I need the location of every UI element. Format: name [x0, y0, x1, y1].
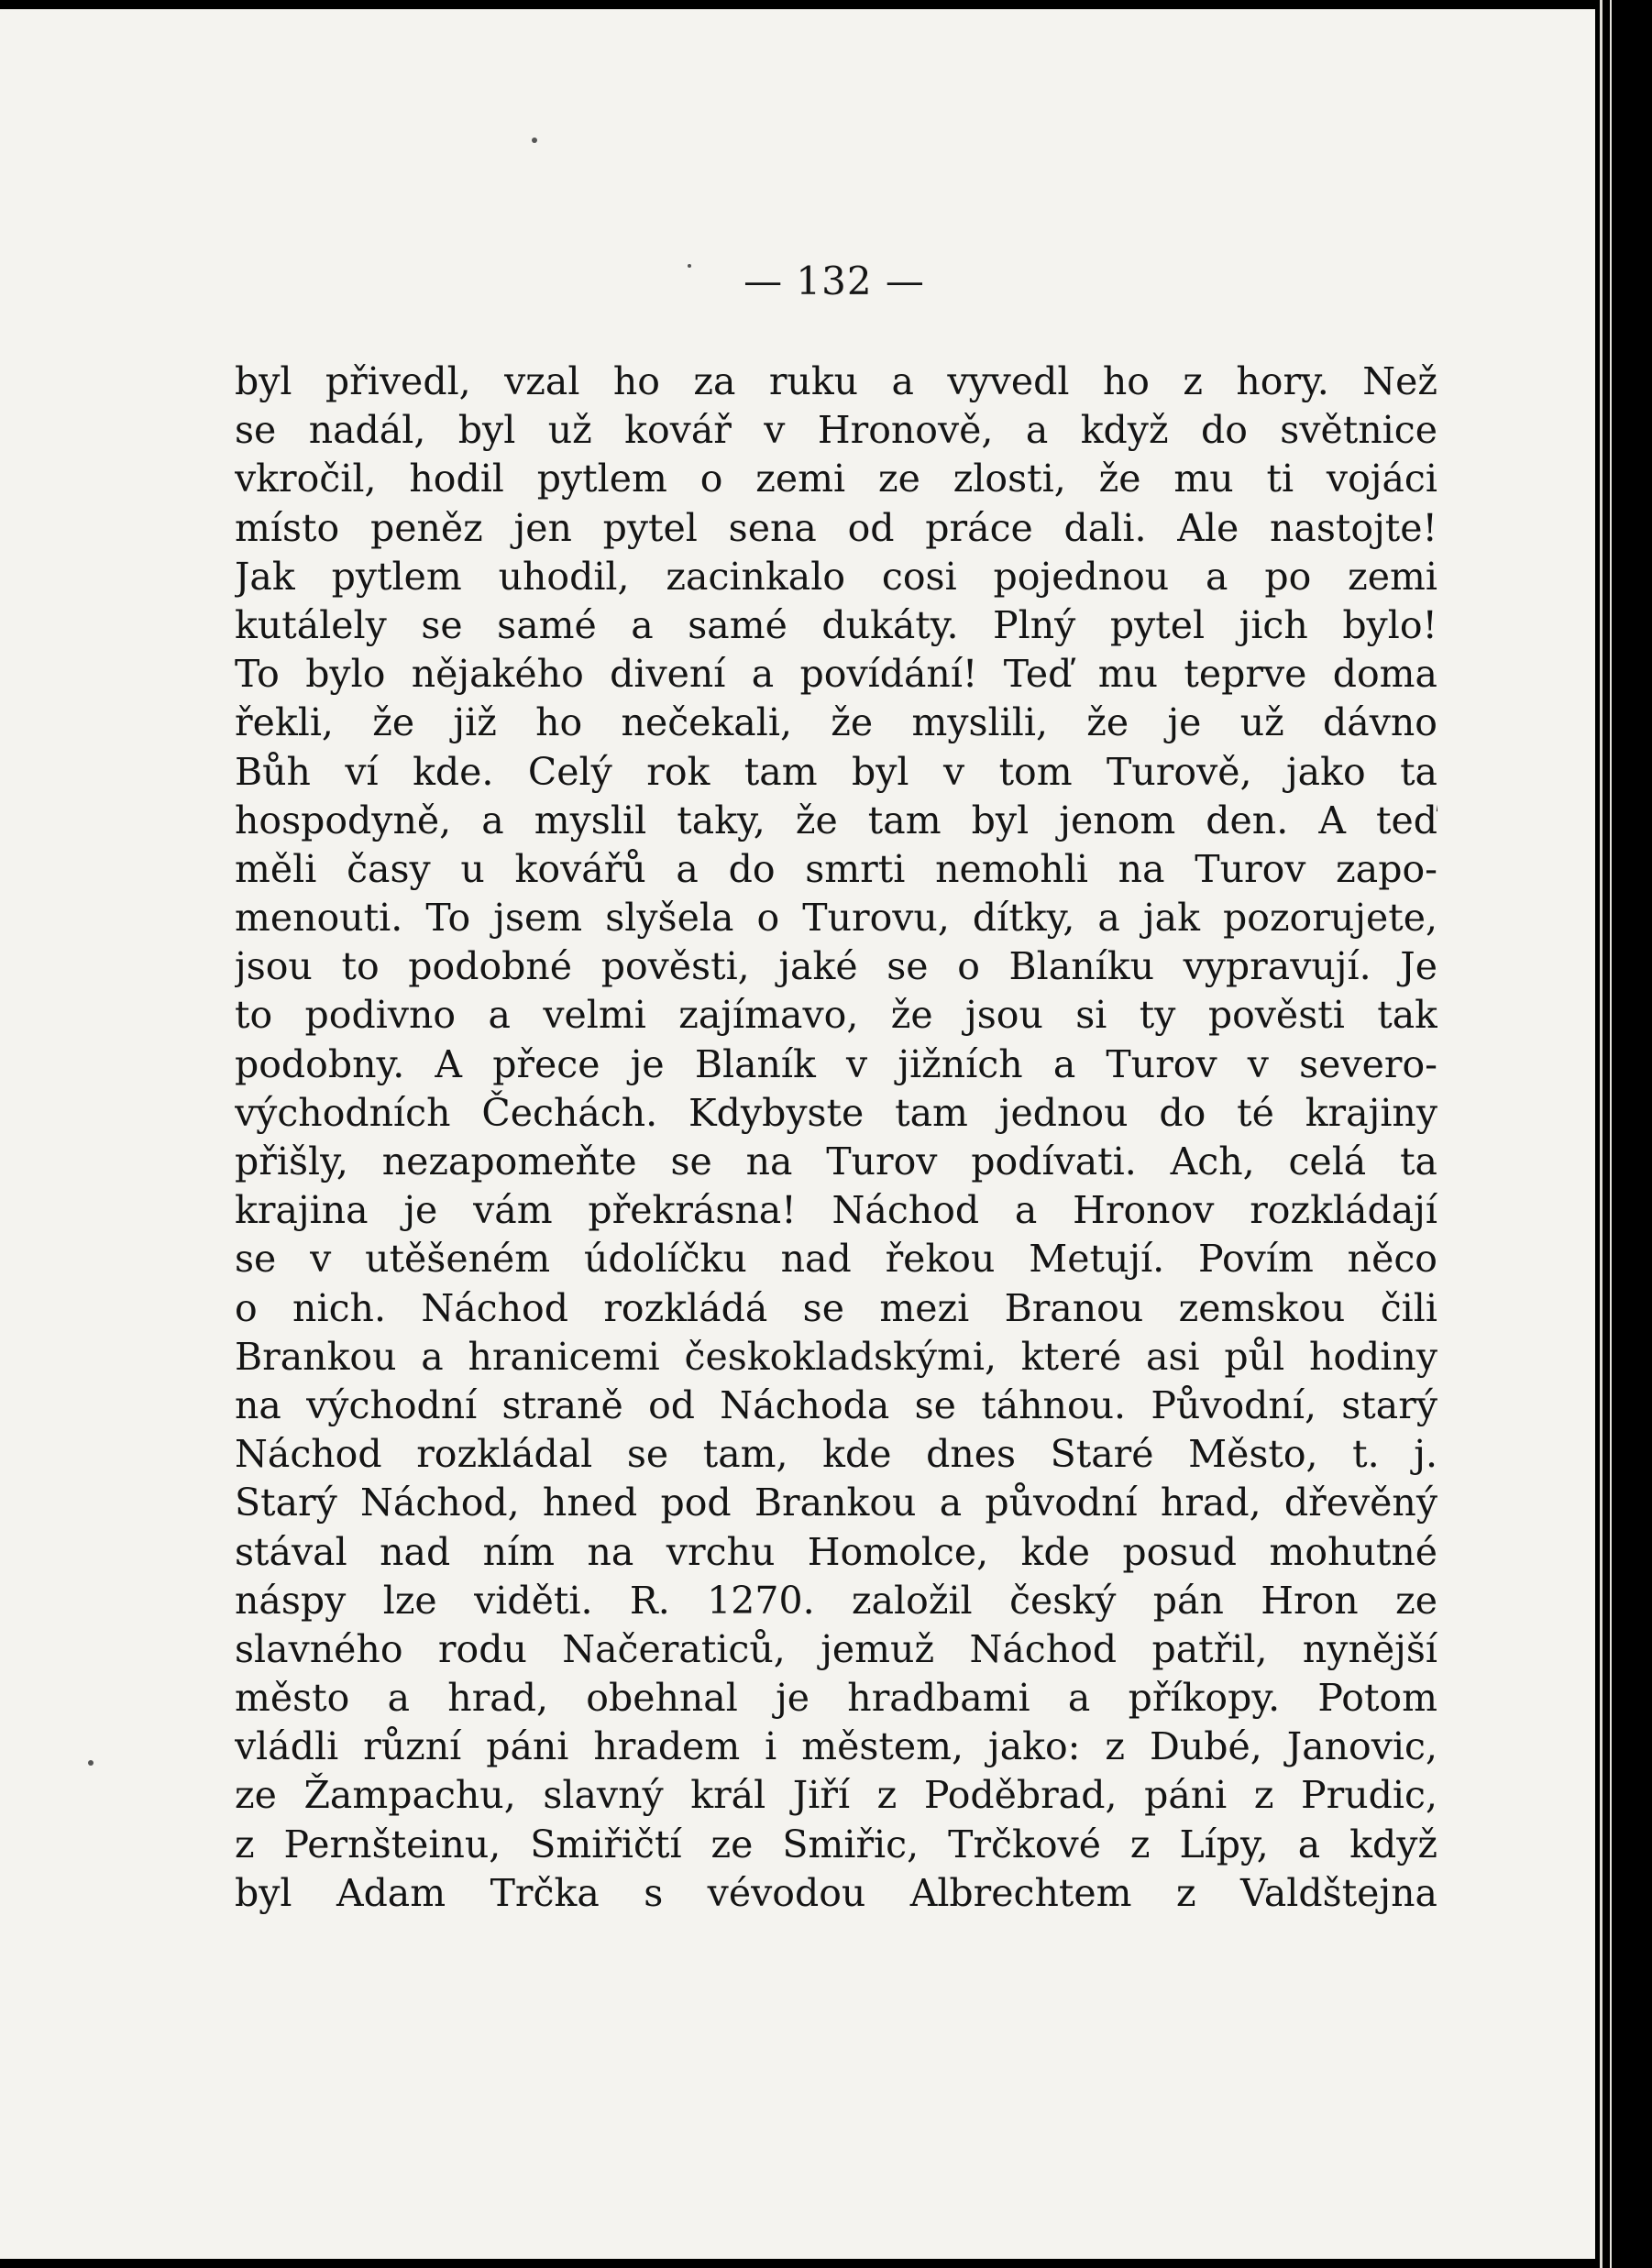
- text-line: jsou to podobné pověsti, jaké se o Blaníku vypravují. Je: [235, 944, 1437, 989]
- text-line: se nadál, byl už kovář v Hronově, a když do světnice: [235, 408, 1437, 453]
- text-line: menouti. To jsem slyšela o Turovu, dítky, a jak pozorujete,: [235, 896, 1437, 941]
- text-line: krajina je vám překrásna! Náchod a Hronov rozkládají: [235, 1188, 1437, 1233]
- text-line: To bylo nějakého divení a povídání! Teď mu teprve doma: [235, 652, 1437, 697]
- page-edge-line-2: [1610, 0, 1612, 2268]
- body-text: [235, 358, 1437, 1918]
- text-line: řekli, že již ho nečekali, že myslili, že je už dávno: [235, 700, 1437, 745]
- text-line: vládli různí páni hradem i městem, jako: z Dubé, Janovic,: [235, 1724, 1437, 1769]
- text-line: hospodyně, a myslil taky, že tam byl jenom den. A teď: [235, 798, 1437, 842]
- text-line: Jak pytlem uhodil, zacinkalo cosi pojednou a po zemi: [235, 554, 1437, 599]
- text-line: to podivno a velmi zajímavo, že jsou si ty pověsti tak: [235, 993, 1437, 1038]
- text-line: Brankou a hranicemi českokladskými, které asi půl hodiny: [235, 1334, 1437, 1379]
- speck: [532, 138, 537, 143]
- text-line: na východní straně od Náchoda se táhnou. Původní, starý: [235, 1382, 1437, 1427]
- text-line: byl Adam Trčka s vévodou Albrechtem z Valdštejna: [235, 1870, 1437, 1915]
- text-line: Starý Náchod, hned pod Brankou a původní hrad, dřevěný: [235, 1481, 1437, 1525]
- text-line: kutálely se samé a samé dukáty. Plný pytel jich bylo!: [235, 602, 1437, 647]
- text-line: stával nad ním na vrchu Homolce, kde posud mohutné: [235, 1529, 1437, 1574]
- text-line: z Pernšteinu, Smiřičtí ze Smiřic, Trčkové z Lípy, a když: [235, 1822, 1437, 1866]
- page-edge-line: [1600, 0, 1602, 2268]
- text-line: byl přivedl, vzal ho za ruku a vyvedl ho z hory. Než: [235, 359, 1437, 403]
- speck: [88, 1760, 94, 1766]
- text-line: město a hrad, obehnal je hradbami a příkopy. Potom: [235, 1676, 1437, 1721]
- text-line: Náchod rozkládal se tam, kde dnes Staré Město, t. j.: [235, 1432, 1437, 1477]
- text-line: ze Žampachu, slavný král Jiří z Poděbrad, páni z Prudic,: [235, 1773, 1437, 1818]
- text-line: vkročil, hodil pytlem o zemi ze zlosti, že mu ti vojáci: [235, 457, 1437, 501]
- text-line: podobny. A přece je Blaník v jižních a Turov v severo-: [235, 1041, 1437, 1086]
- page-number: — 132 —: [743, 259, 925, 303]
- text-line: měli časy u kovářů a do smrti nemohli na Turov zapo-: [235, 846, 1437, 891]
- text-line: východních Čechách. Kdybyste tam jednou do té krajiny: [235, 1090, 1437, 1135]
- text-line: se v utěšeném údolíčku nad řekou Metují. Povím něco: [235, 1237, 1437, 1282]
- text-line: přišly, nezapomeňte se na Turov podívati. Ach, celá ta: [235, 1140, 1437, 1184]
- text-line: Bůh ví kde. Celý rok tam byl v tom Turově, jako ta: [235, 749, 1437, 794]
- text-line: slavného rodu Načeraticů, jemuž Náchod patřil, nynější: [235, 1626, 1437, 1671]
- text-line: o nich. Náchod rozkládá se mezi Branou zemskou čili: [235, 1285, 1437, 1330]
- text-line: náspy lze viděti. R. 1270. založil český pán Hron ze: [235, 1578, 1437, 1623]
- text-line: místo peněz jen pytel sena od práce dali. Ale nastojte!: [235, 505, 1437, 550]
- book-page: [0, 9, 1595, 2259]
